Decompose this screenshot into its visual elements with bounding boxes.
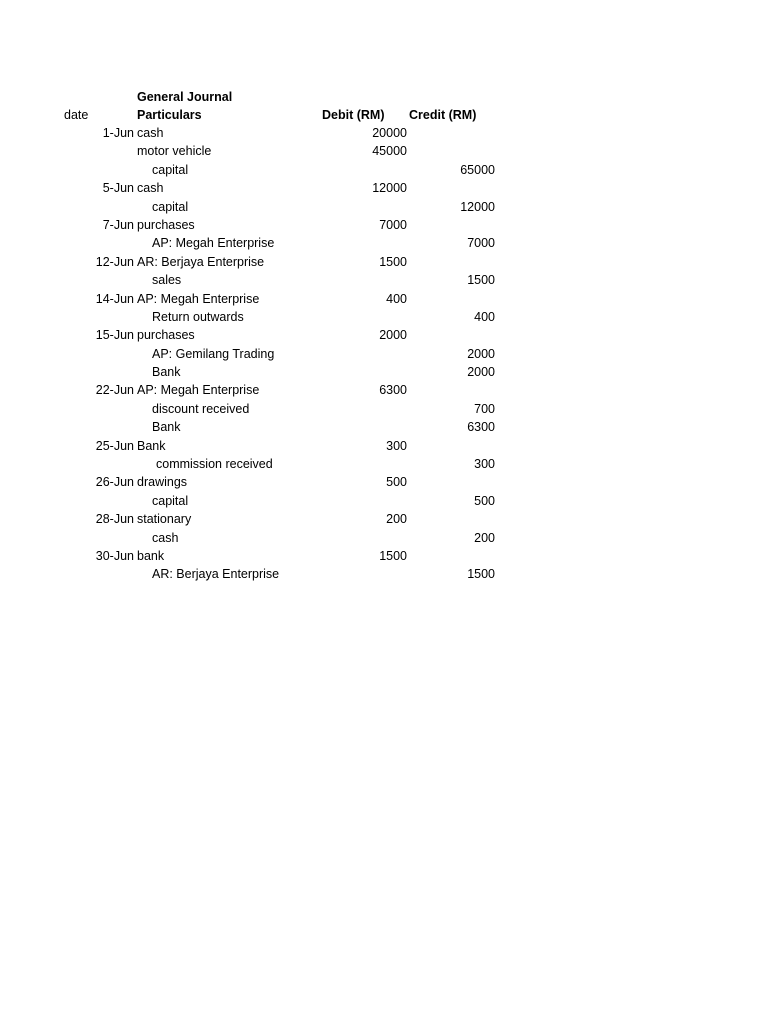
table-row <box>0 124 768 142</box>
entry-credit: 1500 <box>467 567 495 582</box>
entry-date: 12-Jun <box>95 254 134 269</box>
header-particulars: Particulars <box>137 108 202 122</box>
entry-particulars: AP: Gemilang Trading <box>152 346 275 361</box>
table-row <box>0 381 768 399</box>
entry-debit: 20000 <box>372 126 407 140</box>
table-row <box>0 492 768 510</box>
table-row <box>0 253 768 271</box>
entry-particulars: AR: Berjaya Enterprise <box>152 567 280 582</box>
entry-particulars: AP: Megah Enterprise <box>137 291 260 306</box>
entry-particulars: purchases <box>137 217 195 232</box>
header-date: date <box>64 108 89 122</box>
table-row <box>0 234 768 252</box>
table-row <box>0 142 768 160</box>
entry-debit: 1500 <box>379 254 407 269</box>
header-debit: Debit (RM) <box>322 108 385 122</box>
entry-credit: 500 <box>474 493 495 508</box>
entry-particulars: purchases <box>137 328 195 343</box>
entry-date: 25-Jun <box>95 438 134 453</box>
entry-particulars: capital <box>152 162 189 177</box>
table-row <box>0 216 768 234</box>
entry-particulars: AP: Megah Enterprise <box>137 383 260 398</box>
entry-debit: 7000 <box>379 217 407 232</box>
table-row <box>0 547 768 565</box>
entry-credit: 2000 <box>467 346 495 361</box>
table-row <box>0 308 768 326</box>
entry-particulars: bank <box>137 548 165 563</box>
entry-date: 1-Jun <box>102 126 134 140</box>
table-row <box>0 179 768 197</box>
journal-entries <box>0 124 768 584</box>
entry-particulars: cash <box>137 181 164 196</box>
entry-date: 28-Jun <box>95 512 134 527</box>
header-credit: Credit (RM) <box>409 108 477 122</box>
entry-debit: 6300 <box>379 383 407 398</box>
table-row <box>0 290 768 308</box>
entry-credit: 200 <box>474 530 495 545</box>
table-row <box>0 565 768 583</box>
entry-particulars: motor vehicle <box>137 144 212 159</box>
entry-date: 15-Jun <box>95 328 134 343</box>
entry-particulars: AP: Megah Enterprise <box>152 236 275 251</box>
entry-debit: 45000 <box>372 144 407 159</box>
table-row <box>0 198 768 216</box>
entry-credit: 7000 <box>467 236 495 251</box>
entry-particulars: capital <box>152 199 189 214</box>
entry-debit: 500 <box>386 475 407 490</box>
entry-particulars: sales <box>152 273 182 288</box>
table-row <box>0 345 768 363</box>
table-row <box>0 437 768 455</box>
table-row <box>0 161 768 179</box>
entry-credit: 700 <box>474 401 495 416</box>
entry-particulars: commission received <box>156 457 273 472</box>
entry-particulars: stationary <box>137 512 192 527</box>
entry-particulars: cash <box>152 530 179 545</box>
table-row <box>0 326 768 344</box>
entry-date: 26-Jun <box>95 475 134 490</box>
entry-particulars: capital <box>152 493 189 508</box>
entry-date: 7-Jun <box>102 217 134 232</box>
table-row <box>0 529 768 547</box>
entry-particulars: AR: Berjaya Enterprise <box>137 254 265 269</box>
entry-credit: 400 <box>474 309 495 324</box>
journal-title: General Journal <box>137 90 233 104</box>
entry-date: 14-Jun <box>95 291 134 306</box>
entry-credit: 1500 <box>467 273 495 288</box>
table-row <box>0 400 768 418</box>
entry-debit: 200 <box>386 512 407 527</box>
table-row <box>0 271 768 289</box>
entry-particulars: Return outwards <box>152 309 244 324</box>
entry-debit: 400 <box>386 291 407 306</box>
entry-debit: 1500 <box>379 548 407 563</box>
entry-particulars: drawings <box>137 475 188 490</box>
entry-debit: 2000 <box>379 328 407 343</box>
entry-credit: 2000 <box>467 365 495 380</box>
entry-particulars: Bank <box>152 365 181 380</box>
entry-date: 30-Jun <box>95 548 134 563</box>
entry-debit: 12000 <box>372 181 407 196</box>
entry-date: 5-Jun <box>102 181 134 196</box>
entry-particulars: discount received <box>152 401 250 416</box>
table-row <box>0 363 768 381</box>
entry-particulars: cash <box>137 126 164 140</box>
table-row <box>0 418 768 436</box>
table-row <box>0 473 768 491</box>
table-row <box>0 510 768 528</box>
entry-credit: 6300 <box>467 420 495 435</box>
entry-credit: 300 <box>474 457 495 472</box>
entry-debit: 300 <box>386 438 407 453</box>
entry-particulars: Bank <box>152 420 181 435</box>
entry-particulars: Bank <box>137 438 166 453</box>
table-row <box>0 455 768 473</box>
entry-date: 22-Jun <box>95 383 134 398</box>
entry-credit: 12000 <box>460 199 495 214</box>
entry-credit: 65000 <box>460 162 495 177</box>
